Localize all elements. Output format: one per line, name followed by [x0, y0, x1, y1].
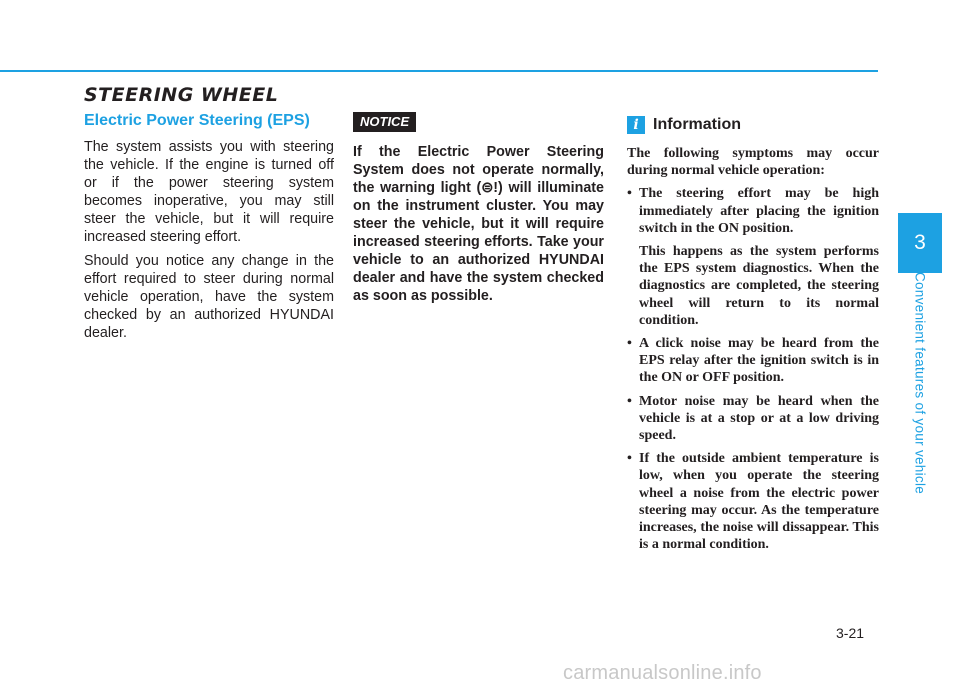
list-item: [627, 450, 879, 553]
information-header: [627, 113, 879, 137]
header-rule: [0, 70, 878, 72]
information-column: [627, 112, 879, 559]
information-list: [627, 185, 879, 553]
eps-heading: Electric Power Steering (EPS): [84, 112, 310, 129]
notice-text-after: ) will illuminate on the instrument cluster. You may steer the vehicle, but it will require increased steering efforts. Take your vehicle to an authorized HYUNDAI dealer and have the system checked as soon as possible.: [353, 180, 604, 304]
eps-paragraph-1: The system assists you with steering the vehicle. If the engine is turned off or if the power steering system becomes inoperative, you may still steer the vehicle, but it will require increased steering effort.: [84, 139, 334, 245]
list-item-text: • A click noise may be heard from the EPS relay after the ignition switch is in the ON or OFF position.: [639, 336, 879, 386]
information-intro: The following symptoms may occur during normal vehicle operation:: [627, 146, 879, 179]
list-item-text: • Motor noise may be heard when the vehicle is at a stop or at a low driving speed.: [639, 393, 879, 444]
list-item-text: • The steering effort may be high immediately after placing the ignition switch in the ON position.: [639, 186, 879, 236]
watermark: carmanualsonline.info: [563, 662, 762, 684]
chapter-number: 3: [914, 231, 926, 254]
section-title: STEERING WHEEL: [84, 84, 279, 106]
list-item: [627, 185, 879, 329]
info-icon: i: [627, 116, 645, 134]
eps-paragraph-2: Should you notice any change in the effort required to steer during normal vehicle operation, have the system checked by an authorized HYUNDAI dealer.: [84, 253, 334, 341]
notice-text-before: If the Electric Power Steering System does not operate normally, the warning light (: [353, 144, 604, 196]
steering-warning-icon: ⊜!: [481, 180, 499, 196]
information-title: Information: [653, 116, 741, 133]
eps-column: [84, 112, 334, 348]
list-item-text: • If the outside ambient temperature is low, when you operate the steering wheel a noise from the electric power steering may occur. As the temperature increases, the noise will dissappear. This is a normal condition.: [639, 451, 879, 553]
notice-badge: NOTICE: [353, 112, 416, 132]
page-number: 3-21: [836, 625, 865, 641]
list-item-subtext: This happens as the system performs the EPS system diagnostics. When the diagnostics are completed, the steering wheel will return to its normal condition.: [639, 244, 879, 328]
notice-column: [353, 112, 604, 305]
list-item: [627, 393, 879, 445]
notice-text: [353, 143, 604, 305]
chapter-tab: [898, 213, 942, 273]
chapter-title: Convenient features of your vehicle: [912, 271, 928, 495]
list-item: [627, 335, 879, 387]
